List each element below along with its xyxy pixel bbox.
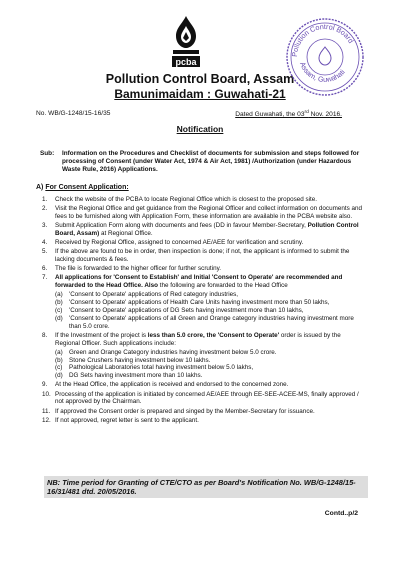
reference-number: No. WB/G-1248/15-16/35 xyxy=(36,110,111,117)
section-heading xyxy=(36,184,129,191)
sub-list-item: (a) 'Consent to Operate' applications of Red category industries, xyxy=(55,291,239,299)
sub-list-item: (d) 'Consent to Operate' applications of all Green and Orange category industries having investment more than 5.0 crore. xyxy=(55,314,354,330)
sub-list xyxy=(55,291,364,331)
list-item: 7. All applications for 'Consent to Establish' and Initial 'Consent to Operate' are recommended and forwarded to the Head Office. Also the following are forwarded to the Head Office (a) 'Consent to Operate' applications of Red category industries, (b) 'Consent to Operate' applications of Health Care Units having investment more than 50 lakhs, (c) 'Consent to Operate' applications of DG Sets having investment more than 10 lakhs, (d) 'Consent to Operate' applications of all Green and Orange category industries having investment more than 5.0 crore. xyxy=(40,274,364,330)
list-item: 12. If not approved, regret letter is sent to the applicant. xyxy=(42,416,199,424)
subject-label: Sub: xyxy=(40,150,55,157)
org-title: Pollution Control Board, Assam xyxy=(105,72,295,86)
sub-list xyxy=(55,349,364,381)
notification-heading: Notification xyxy=(176,124,224,134)
sub-list-item: (c) 'Consent to Operate' applications of DG Sets having investment more than 10 lakhs, xyxy=(55,306,304,314)
list-item: 9. At the Head Office, the application is received and endorsed to the concerned zone. xyxy=(42,381,289,389)
reference-date: Dated Guwahati, the 03rd Nov. 2016. xyxy=(235,110,342,119)
section-marker: A) xyxy=(36,184,44,191)
board-seal-icon xyxy=(284,16,366,98)
org-address: Bamunimaidam : Guwahati-21 xyxy=(114,87,286,101)
list-item: 1. Check the website of the PCBA to locate Regional Office which is closest to the proposed site. xyxy=(42,196,318,203)
sub-list-item: (c) Pathological Laboratories total having investment below 5.0 lakhs, xyxy=(55,364,254,372)
list-item: 3. Submit Application Form along with documents and fees (DD in favour Member-Secretary, Pollution Control Board, Assam) at Regional Office. xyxy=(42,222,359,237)
subject-text: Information on the Procedures and Checklist of documents for submission and steps followed for processing of Consent (under Water Act, 1974 & Air Act, 1981) /Authorization (under Hazardous Waste Rule, 2016) Applications. xyxy=(62,150,360,174)
nb-note: NB: Time period for Granting of CTE/CTO as per Board's Notification No. WB/G-1248/15-16/31/481 dtd. 20/05/2016. xyxy=(44,476,368,498)
list-item: 5. If the above are found to be in order, then inspection is done; if not, the applicant is informed to submit the lacking documents & fees. xyxy=(42,248,350,264)
svg-text:pcba: pcba xyxy=(175,57,197,67)
list-item: 4. Received by Regional Office, assigned to concerned AE/AEE for verification and scrutiny. xyxy=(42,239,304,247)
continued-marker: Contd..p/2 xyxy=(324,510,358,517)
subject xyxy=(40,150,370,175)
list-item: 8. If the Investment of the project is less than 5.0 crore, the 'Consent to Operate' order is issued by the Regional Officer. Such applications include: (a) Green and Orange Category industries having investment below 5.0 crore. (b) Stone Crushers having investment below 10 lakhs. (c) Pathological Laboratories total having investment below 5.0 lakhs, (d) DG Sets having investment more than 10 lakhs. xyxy=(40,332,364,380)
procedure-list xyxy=(40,196,364,426)
sub-list-item: (d) DG Sets having investment more than 10 lakhs. xyxy=(55,372,203,380)
sub-list-item: (b) Stone Crushers having investment below 10 lakhs. xyxy=(55,356,211,364)
svg-text:Assam, Guwahati: Assam, Guwahati xyxy=(298,60,347,84)
section-title: For Consent Application: xyxy=(45,184,129,191)
sub-list-item: (b) 'Consent to Operate' applications of Health Care Units having investment more than 50 lakhs, xyxy=(55,299,330,306)
svg-text:Pollution Control Board: Pollution Control Board xyxy=(289,21,356,58)
pcba-logo-icon xyxy=(170,14,202,74)
list-item: 2. Visit the Regional Office and get guidance from the Regional Officer and collect information on documents and fees to be furnished along with Application Form, these information are available in the PCBA website also. xyxy=(42,205,362,220)
list-item: 10. Processing of the application is initiated by concerned AE/AEE through EE-SEE-ACEE-MS, finally approved / not approved by the Chairman. xyxy=(42,390,359,406)
list-item: 6. The file is forwarded to the higher officer for further scrutiny. xyxy=(42,265,222,273)
list-item: 11. If approved the Consent order is prepared and singed by the Member-Secretary for issuance. xyxy=(42,407,315,415)
sub-list-item: (a) Green and Orange Category industries having investment below 5.0 crore. xyxy=(55,348,277,356)
